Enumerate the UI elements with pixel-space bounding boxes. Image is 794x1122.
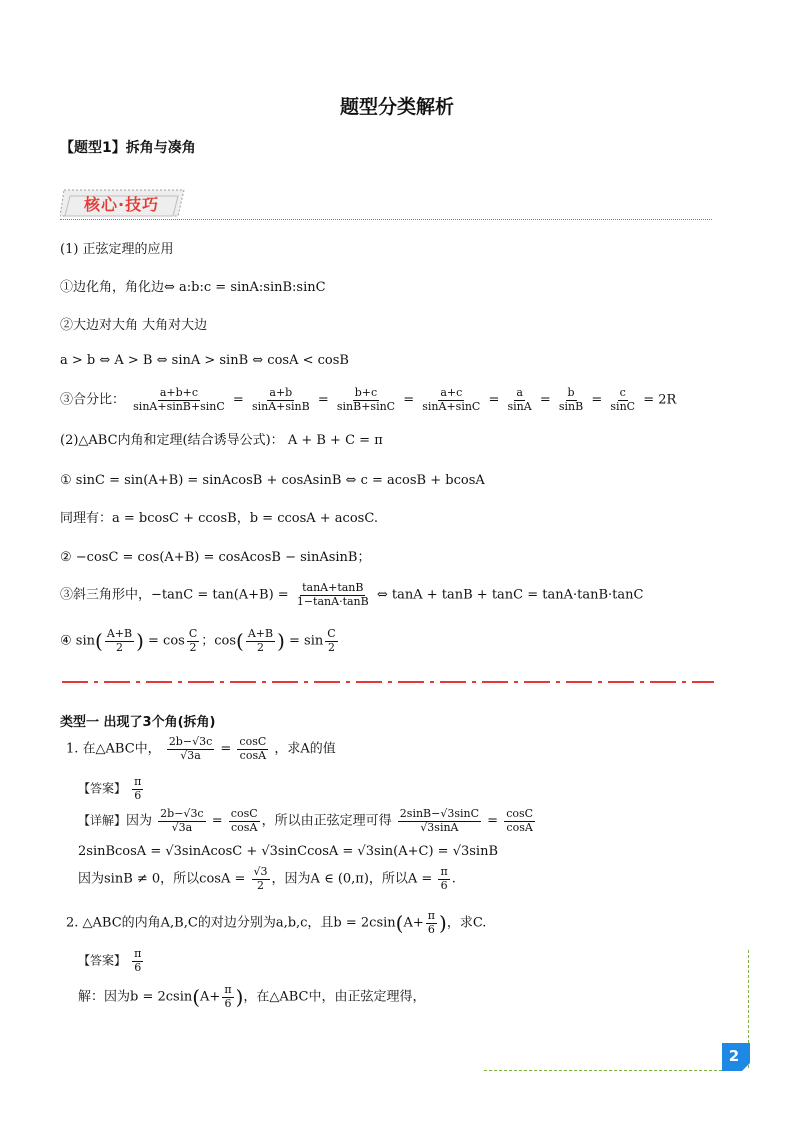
formula: a:b:c = sinA:sinB:sinC bbox=[179, 280, 326, 295]
section-heading: 【题型1】拆角与凑角 bbox=[60, 140, 196, 156]
divider-dotted bbox=[60, 219, 712, 220]
text-span: ③斜三角形中，−tanC = tan(A+B) = bbox=[60, 587, 289, 603]
formula-line: a > b ⇔ A > B ⇔ sinA > sinB ⇔ cosA < cosB bbox=[60, 353, 349, 368]
fraction: $\frac{\pi}{6}$ bbox=[134, 775, 142, 802]
fraction: $\frac{a+c}{\sin A+\sin C}$ bbox=[422, 386, 481, 413]
answer-2 bbox=[78, 948, 145, 974]
ratio-formula-line: ③合分比： $\frac{a+b+c}{\sin A+\sin B+\sin C}$ = $\frac{a+b}{\sin A+\sin B}$ = $\frac{b+c}{\sin B+\sin C}$ = $\frac{a+c}{\sin A+\sin C}$ = $\frac{a}{\sin A}$ = $\frac{b}{\sin B}$ = $\frac{c}{\sin C}$ = 2R bbox=[60, 386, 677, 413]
fraction: $\frac{b+c}{\sin B+\sin C}$ bbox=[336, 386, 396, 413]
fraction: $\frac{\pi}{6}$ bbox=[224, 983, 232, 1010]
fraction: $\frac{\pi}{6}$ bbox=[134, 947, 142, 974]
fraction: $\frac{2b-√3c}{√3a}$ bbox=[168, 735, 213, 762]
text-span: ④ sin bbox=[60, 633, 95, 649]
text-span: ③合分比： bbox=[60, 392, 126, 408]
page-number-badge bbox=[722, 1043, 750, 1071]
question-text: ，求A的值 bbox=[274, 741, 336, 757]
fraction: $\frac{C}{2}$ bbox=[327, 627, 336, 654]
detail-1-line-2: 2sinBcosA = √3sinAcosC + √3sinCcosA = √3sin(A+C) = √3sinB bbox=[78, 844, 498, 859]
fraction: $\frac{\pi}{6}$ bbox=[440, 865, 448, 892]
text-line: (1) 正弦定理的应用 bbox=[60, 242, 174, 257]
detail-1-line-3: 因为sinB ≠ 0，所以cosA = $\frac{√3}{2}$ ，因为A ∈ (0,π)，所以A = $\frac{\pi}{6}$ . bbox=[78, 865, 456, 892]
page-number: 2 bbox=[728, 1047, 740, 1065]
formula-line: ① sinC = sin(A+B) = sinAcosB + cosAsinB ⇔ c = acosB + bcosA bbox=[60, 473, 485, 488]
answer-label: 【答案】 bbox=[78, 953, 127, 968]
text-span: ，因为A ∈ (0,π)，所以A = bbox=[271, 871, 433, 887]
page-title: 题型分类解析 bbox=[339, 96, 454, 118]
fraction: $\frac{c}{\sin C}$ bbox=[610, 386, 636, 413]
fraction: $\frac{\pi}{6}$ bbox=[427, 909, 435, 936]
fraction: $\frac{\cos C}{\cos A}$ bbox=[239, 735, 267, 762]
formula: A + B + C = π bbox=[287, 433, 383, 448]
fraction: $\frac{\tan A+\tan B}{1-\tan A\cdot\tan B}$ bbox=[296, 581, 369, 608]
fraction: $\frac{2\sin B-√3\sin C}{√3\sin A}$ bbox=[399, 807, 480, 834]
question-1: 1. 在△ABC中， $\frac{2b-√3c}{√3a}$ = $\frac{\cos C}{\cos A}$ ，求A的值 bbox=[66, 735, 336, 762]
text-span: ①边化角，角化边⇔ bbox=[60, 280, 175, 295]
fraction: $\frac{a}{\sin A}$ bbox=[507, 386, 532, 413]
answer-label: 【答案】 bbox=[78, 781, 127, 796]
divider-red-dashdot bbox=[62, 680, 714, 684]
text-line: ②大边对大角 大角对大边 bbox=[60, 318, 208, 333]
core-skills-badge bbox=[60, 186, 188, 220]
tan-formula-line bbox=[60, 582, 643, 608]
text-span: ⇔ tanA + tanB + tanC = tanA·tanB·tanC bbox=[376, 587, 644, 603]
text-line bbox=[60, 280, 326, 296]
formula-line: ② −cosC = cos(A+B) = cosAcosB − sinAsinB； bbox=[60, 550, 371, 565]
fraction: $\frac{√3}{2}$ bbox=[253, 865, 268, 892]
fraction: $\frac{\cos C}{\cos A}$ bbox=[506, 807, 534, 834]
text-span: 解：因为b = 2csin bbox=[78, 989, 193, 1005]
question-2: 2. △ABC的内角A,B,C的对边分别为a,b,c，且b = 2csin(A+ $\frac{\pi}{6}$ )，求C. bbox=[66, 909, 487, 936]
fraction: $\frac{A+B}{2}$ bbox=[247, 627, 274, 654]
text-span: ，在△ABC中，由正弦定理得， bbox=[243, 989, 426, 1005]
question-text: 2. △ABC的内角A,B,C的对边分别为a,b,c，且b = 2csin bbox=[66, 915, 396, 931]
question-text: 1. 在△ABC中， bbox=[66, 741, 161, 757]
half-angle-formula-line: ④ sin( $\frac{A+B}{2}$ ) = cos $\frac{C}{2}$ ；cos( $\frac{A+B}{2}$ ) = sin $\frac{C}{2}$ bbox=[60, 627, 336, 654]
text-span: 因为 bbox=[126, 813, 153, 829]
fraction: $\frac{C}{2}$ bbox=[188, 627, 198, 654]
text-line bbox=[60, 433, 383, 449]
fraction: $\frac{\cos C}{\cos A}$ bbox=[230, 807, 258, 834]
solution-2: 解：因为b = 2csin(A+ $\frac{\pi}{6}$ )，在△ABC中，由正弦定理得， bbox=[78, 983, 426, 1010]
text-span: ，所以由正弦定理可得 bbox=[261, 813, 392, 829]
detail-label: 【详解】 bbox=[78, 813, 127, 828]
page-border-horizontal bbox=[484, 1070, 722, 1071]
question-text: ，求C. bbox=[446, 915, 487, 931]
text-span: 因为sinB ≠ 0，所以cosA = bbox=[78, 871, 246, 887]
text-span: (2)△ABC内角和定理(结合诱导公式)： bbox=[60, 433, 284, 448]
type-heading: 类型一 出现了3个角(拆角) bbox=[60, 715, 216, 730]
formula-line: 同理有：a = bcosC + ccosB，b = ccosA + acosC. bbox=[60, 511, 378, 526]
badge-label: 核心·技巧 bbox=[84, 195, 160, 214]
text-span: = 2R bbox=[643, 392, 677, 408]
fraction: $\frac{a+b}{\sin A+\sin B}$ bbox=[251, 386, 310, 413]
fraction: $\frac{A+B}{2}$ bbox=[106, 627, 133, 654]
fraction: $\frac{2b-√3c}{√3a}$ bbox=[160, 807, 204, 834]
answer-1 bbox=[78, 776, 145, 802]
detail-1: 【详解】因为 $\frac{2b-√3c}{√3a}$ = $\frac{\cos C}{\cos A}$ ，所以由正弦定理可得 $\frac{2\sin B-√3\sin C}{√3\sin A}$ = $\frac{\cos C}{\cos A}$ bbox=[78, 807, 534, 834]
fraction: $\frac{b}{\sin B}$ bbox=[558, 386, 584, 413]
fraction: $\frac{a+b+c}{\sin A+\sin B+\sin C}$ bbox=[133, 386, 225, 413]
